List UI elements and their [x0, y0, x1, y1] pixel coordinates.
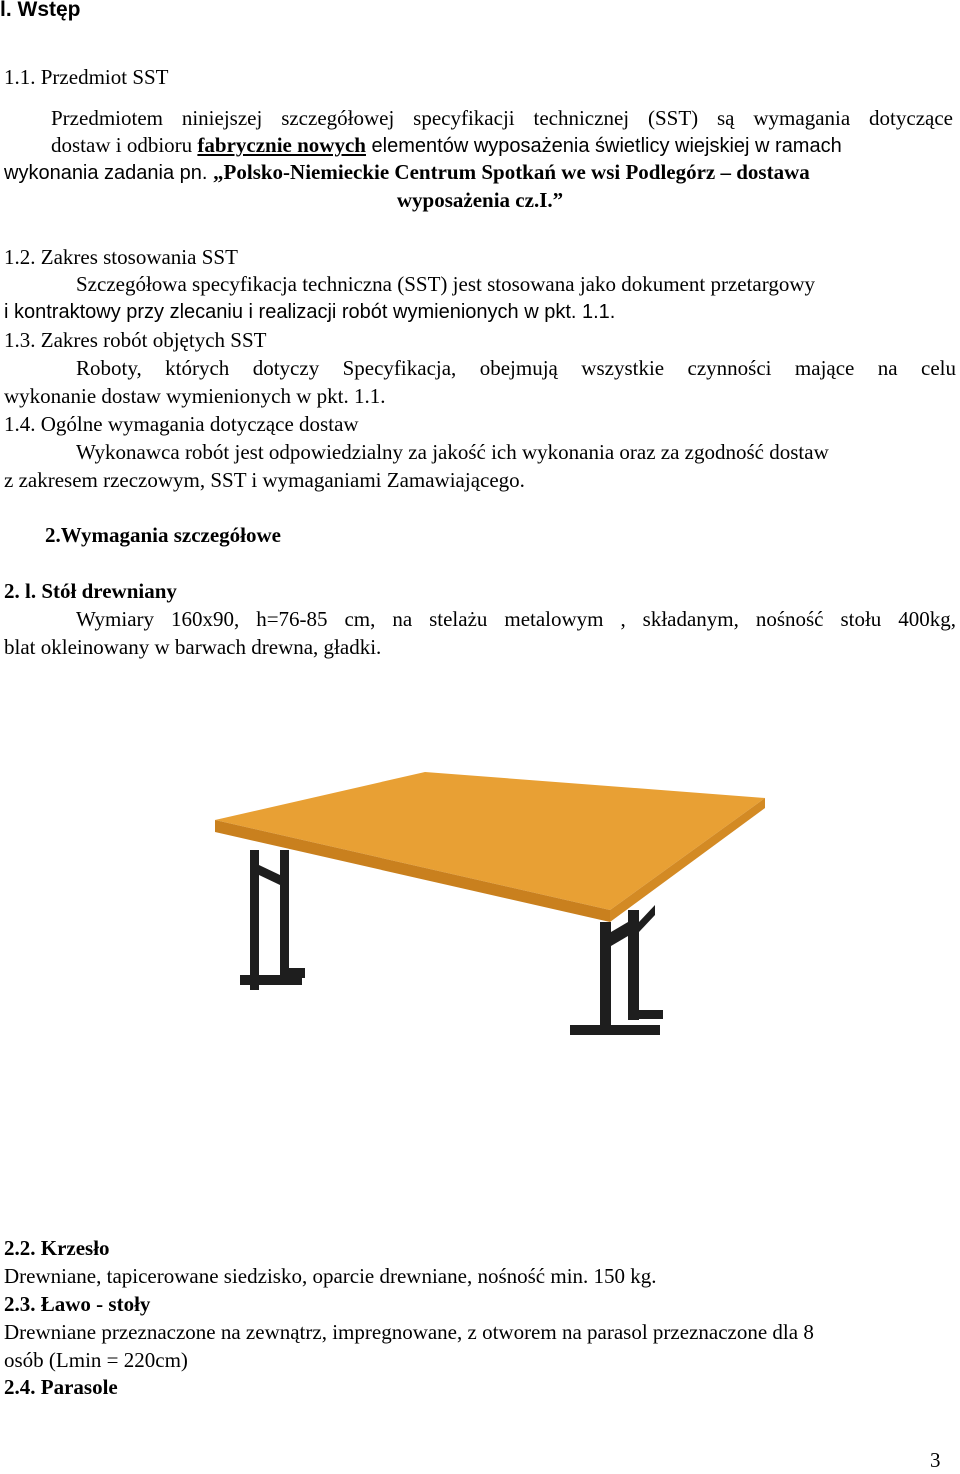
- section-1-1-line1: Przedmiotem niniejszej szczegółowej specyfikacji technicznej (SST) są wymagania dotyczące: [51, 106, 953, 130]
- section-1-1-line3-text: wykonania zadania pn.: [4, 162, 214, 184]
- section-1-2-line1: Szczegółowa specyfikacja techniczna (SST) jest stosowana jako dokument przetargowy: [76, 272, 816, 296]
- task-name-bold-cont: wyposażenia cz.I.”: [396, 188, 564, 212]
- task-name-bold: „Polsko-Niemieckie Centrum Spotkań we wsi Podlegórz – dostawa: [213, 160, 810, 184]
- folding-table-image: [180, 700, 780, 1040]
- section-1-1-line3: [4, 158, 810, 187]
- section-2-3-line1: Drewniane przeznaczone na zewnątrz, impregnowane, z otworem na parasol przeznaczone dla 8: [4, 1320, 814, 1344]
- section-2-1-title: 2. l. Stół drewniany: [4, 579, 177, 603]
- fabrycznie-nowych-link[interactable]: fabrycznie nowych: [197, 133, 366, 157]
- section-1-1-line2-text: dostaw i odbioru: [51, 133, 198, 157]
- table-frame-front: [570, 905, 663, 1035]
- section-2-4-title: 2.4. Parasole: [4, 1375, 118, 1399]
- section-2-1-line2: blat okleinowany w barwach drewna, gładki.: [4, 635, 382, 659]
- section-2-3-title: 2.3. Ławo - stoły: [4, 1292, 151, 1316]
- section-2-2-line1: Drewniane, tapicerowane siedzisko, oparcie drewniane, nośność min. 150 kg.: [4, 1264, 657, 1288]
- section-1-1-line2: [51, 131, 842, 160]
- section-1-3-line2: wykonanie dostaw wymienionych w pkt. 1.1.: [4, 384, 386, 408]
- section-1-4-title: 1.4. Ogólne wymagania dotyczące dostaw: [4, 412, 359, 436]
- section-2-1-line1: Wymiary 160x90, h=76-85 cm, na stelażu metalowym , składanym, nośność stołu 400kg,: [76, 607, 956, 631]
- section-1-4-line1: Wykonawca robót jest odpowiedzialny za jakość ich wykonania oraz za zgodność dostaw: [76, 440, 829, 464]
- section-1-3-line1: Roboty, których dotyczy Specyfikacja, obejmują wszystkie czynności mające na celu: [76, 356, 956, 380]
- table-top: [215, 772, 765, 922]
- section-1-3-title: 1.3. Zakres robót objętych SST: [4, 328, 267, 352]
- table-frame-back: [240, 850, 305, 990]
- section-2-3-line2: osób (Lmin = 220cm): [4, 1348, 188, 1372]
- section-heading: l. Wstęp: [0, 0, 81, 21]
- section-1-4-line2: z zakresem rzeczowym, SST i wymaganiami Zamawiającego.: [4, 468, 525, 492]
- page-number: 3: [930, 1448, 941, 1472]
- section-1-2-title: 1.2. Zakres stosowania SST: [4, 245, 238, 269]
- section-2-title: 2.Wymagania szczegółowe: [45, 523, 282, 547]
- section-1-1-title: 1.1. Przedmiot SST: [4, 65, 169, 89]
- section-1-2-line2: i kontraktowy przy zlecaniu i realizacji robót wymienionych w pkt. 1.1.: [4, 301, 616, 323]
- section-1-1-line2-rest: elementów wyposażenia świetlicy wiejskiej w ramach: [365, 135, 842, 157]
- section-2-2-title: 2.2. Krzesło: [4, 1236, 110, 1260]
